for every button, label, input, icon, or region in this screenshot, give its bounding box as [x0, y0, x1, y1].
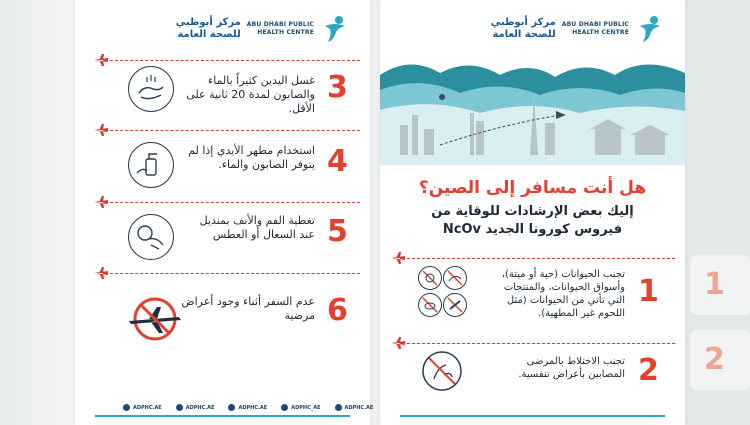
logo [491, 14, 665, 44]
plane-icon [93, 266, 109, 280]
dashed-divider [105, 130, 360, 131]
step-number-3: 3 [327, 70, 348, 105]
logo-arabic-2: للصحة العامة [177, 29, 241, 40]
step-row-5 [75, 202, 370, 272]
logo-arabic-1: مركز أبوظبي [175, 17, 241, 28]
adjacent-number-2: 2 [704, 342, 725, 377]
logo [176, 14, 350, 44]
step-text-3: غسل اليدين كثيراً بالماء والصابون لمدة 20 ثانية على الأقل. [186, 74, 315, 115]
dashed-divider [105, 60, 360, 61]
step-text-2: تجنب الاختلاط بالمرضى المصابين بأعراض تنفسية. [518, 356, 625, 380]
subtitle-line-1: إليك بعض الإرشادات للوقاية من [431, 204, 634, 219]
step-row-4 [75, 130, 370, 200]
right-panel [380, 0, 685, 425]
sanitizer-icon [128, 142, 174, 188]
step-text-6: عدم السفر أثناء وجود أعراض مرضية [181, 295, 315, 322]
step-number-6: 6 [327, 293, 348, 328]
adjacent-card-1 [690, 255, 750, 315]
page-title: هل أنت مسافر إلى الصين؟ [418, 178, 647, 198]
handwash-icon [128, 66, 174, 112]
logo-english-1: ABU DHABI PUBLIC [561, 21, 629, 28]
plane-icon [93, 195, 109, 209]
plane-icon [390, 251, 406, 265]
logo-mark-icon [635, 14, 665, 44]
no-contact-icon [420, 349, 464, 393]
bottom-rule [400, 415, 665, 417]
step-text-5: تغطية الفم والأنف بمنديل عند السعال أو العطس [199, 214, 315, 241]
left-panel [75, 0, 374, 425]
dashed-divider [105, 273, 360, 274]
step-number-2: 2 [638, 353, 659, 388]
adjacent-number-1: 1 [704, 267, 725, 302]
logo-english-2: HEALTH CENTRE [257, 29, 314, 36]
step-number-5: 5 [327, 214, 348, 249]
step-text-1: تجنب الحيوانات (حية أو ميتة)، وأسواق الحيوانات، والمنتجات التي تأتي من الحيوانات (مثل اللحوم غير المطهية). [501, 269, 625, 319]
cough-icon [128, 214, 174, 260]
step-number-4: 4 [327, 144, 348, 179]
social-twitter[interactable]: ADPHC_AE [281, 404, 320, 411]
facebook-icon [123, 404, 130, 411]
skyline-illustration [380, 55, 685, 165]
dashed-divider [105, 202, 360, 203]
logo-english-2: HEALTH CENTRE [572, 29, 629, 36]
social-youtube[interactable]: ADPHC.AE [228, 404, 267, 411]
plane-icon [390, 336, 406, 350]
linkedin-icon [176, 404, 183, 411]
social-facebook[interactable]: ADPHC.AE [123, 404, 162, 411]
logo-arabic-1: مركز أبوظبي [490, 17, 556, 28]
plane-icon [93, 53, 109, 67]
adjacent-card-2 [690, 330, 750, 390]
logo-mark-icon [320, 14, 350, 44]
plane-icon [93, 123, 109, 137]
dashed-divider [402, 258, 675, 259]
step-text-4: استخدام مطهر الأيدي إذا لم يتوفر الصابون والماء. [188, 144, 315, 171]
youtube-icon [228, 404, 235, 411]
no-travel-icon [123, 297, 187, 341]
step-row-1 [380, 258, 685, 343]
subtitle-line-2: فيروس كورونا الجديد NcOv [442, 222, 623, 237]
logo-arabic-2: للصحة العامة [492, 29, 556, 40]
social-instagram[interactable]: ADPHC.AE [335, 404, 374, 411]
logo-english-1: ABU DHABI PUBLIC [246, 21, 314, 28]
twitter-icon [281, 404, 288, 411]
no-animals-icon [418, 266, 465, 317]
step-row-3 [75, 60, 370, 130]
social-footer [123, 404, 373, 411]
step-row-2 [380, 343, 685, 413]
step-number-1: 1 [638, 274, 659, 309]
background-left [0, 0, 80, 425]
dashed-divider [402, 343, 675, 344]
bottom-rule [95, 415, 350, 417]
social-linkedin[interactable]: ADPHC.AE [176, 404, 215, 411]
step-row-6 [75, 273, 370, 343]
instagram-icon [335, 404, 342, 411]
